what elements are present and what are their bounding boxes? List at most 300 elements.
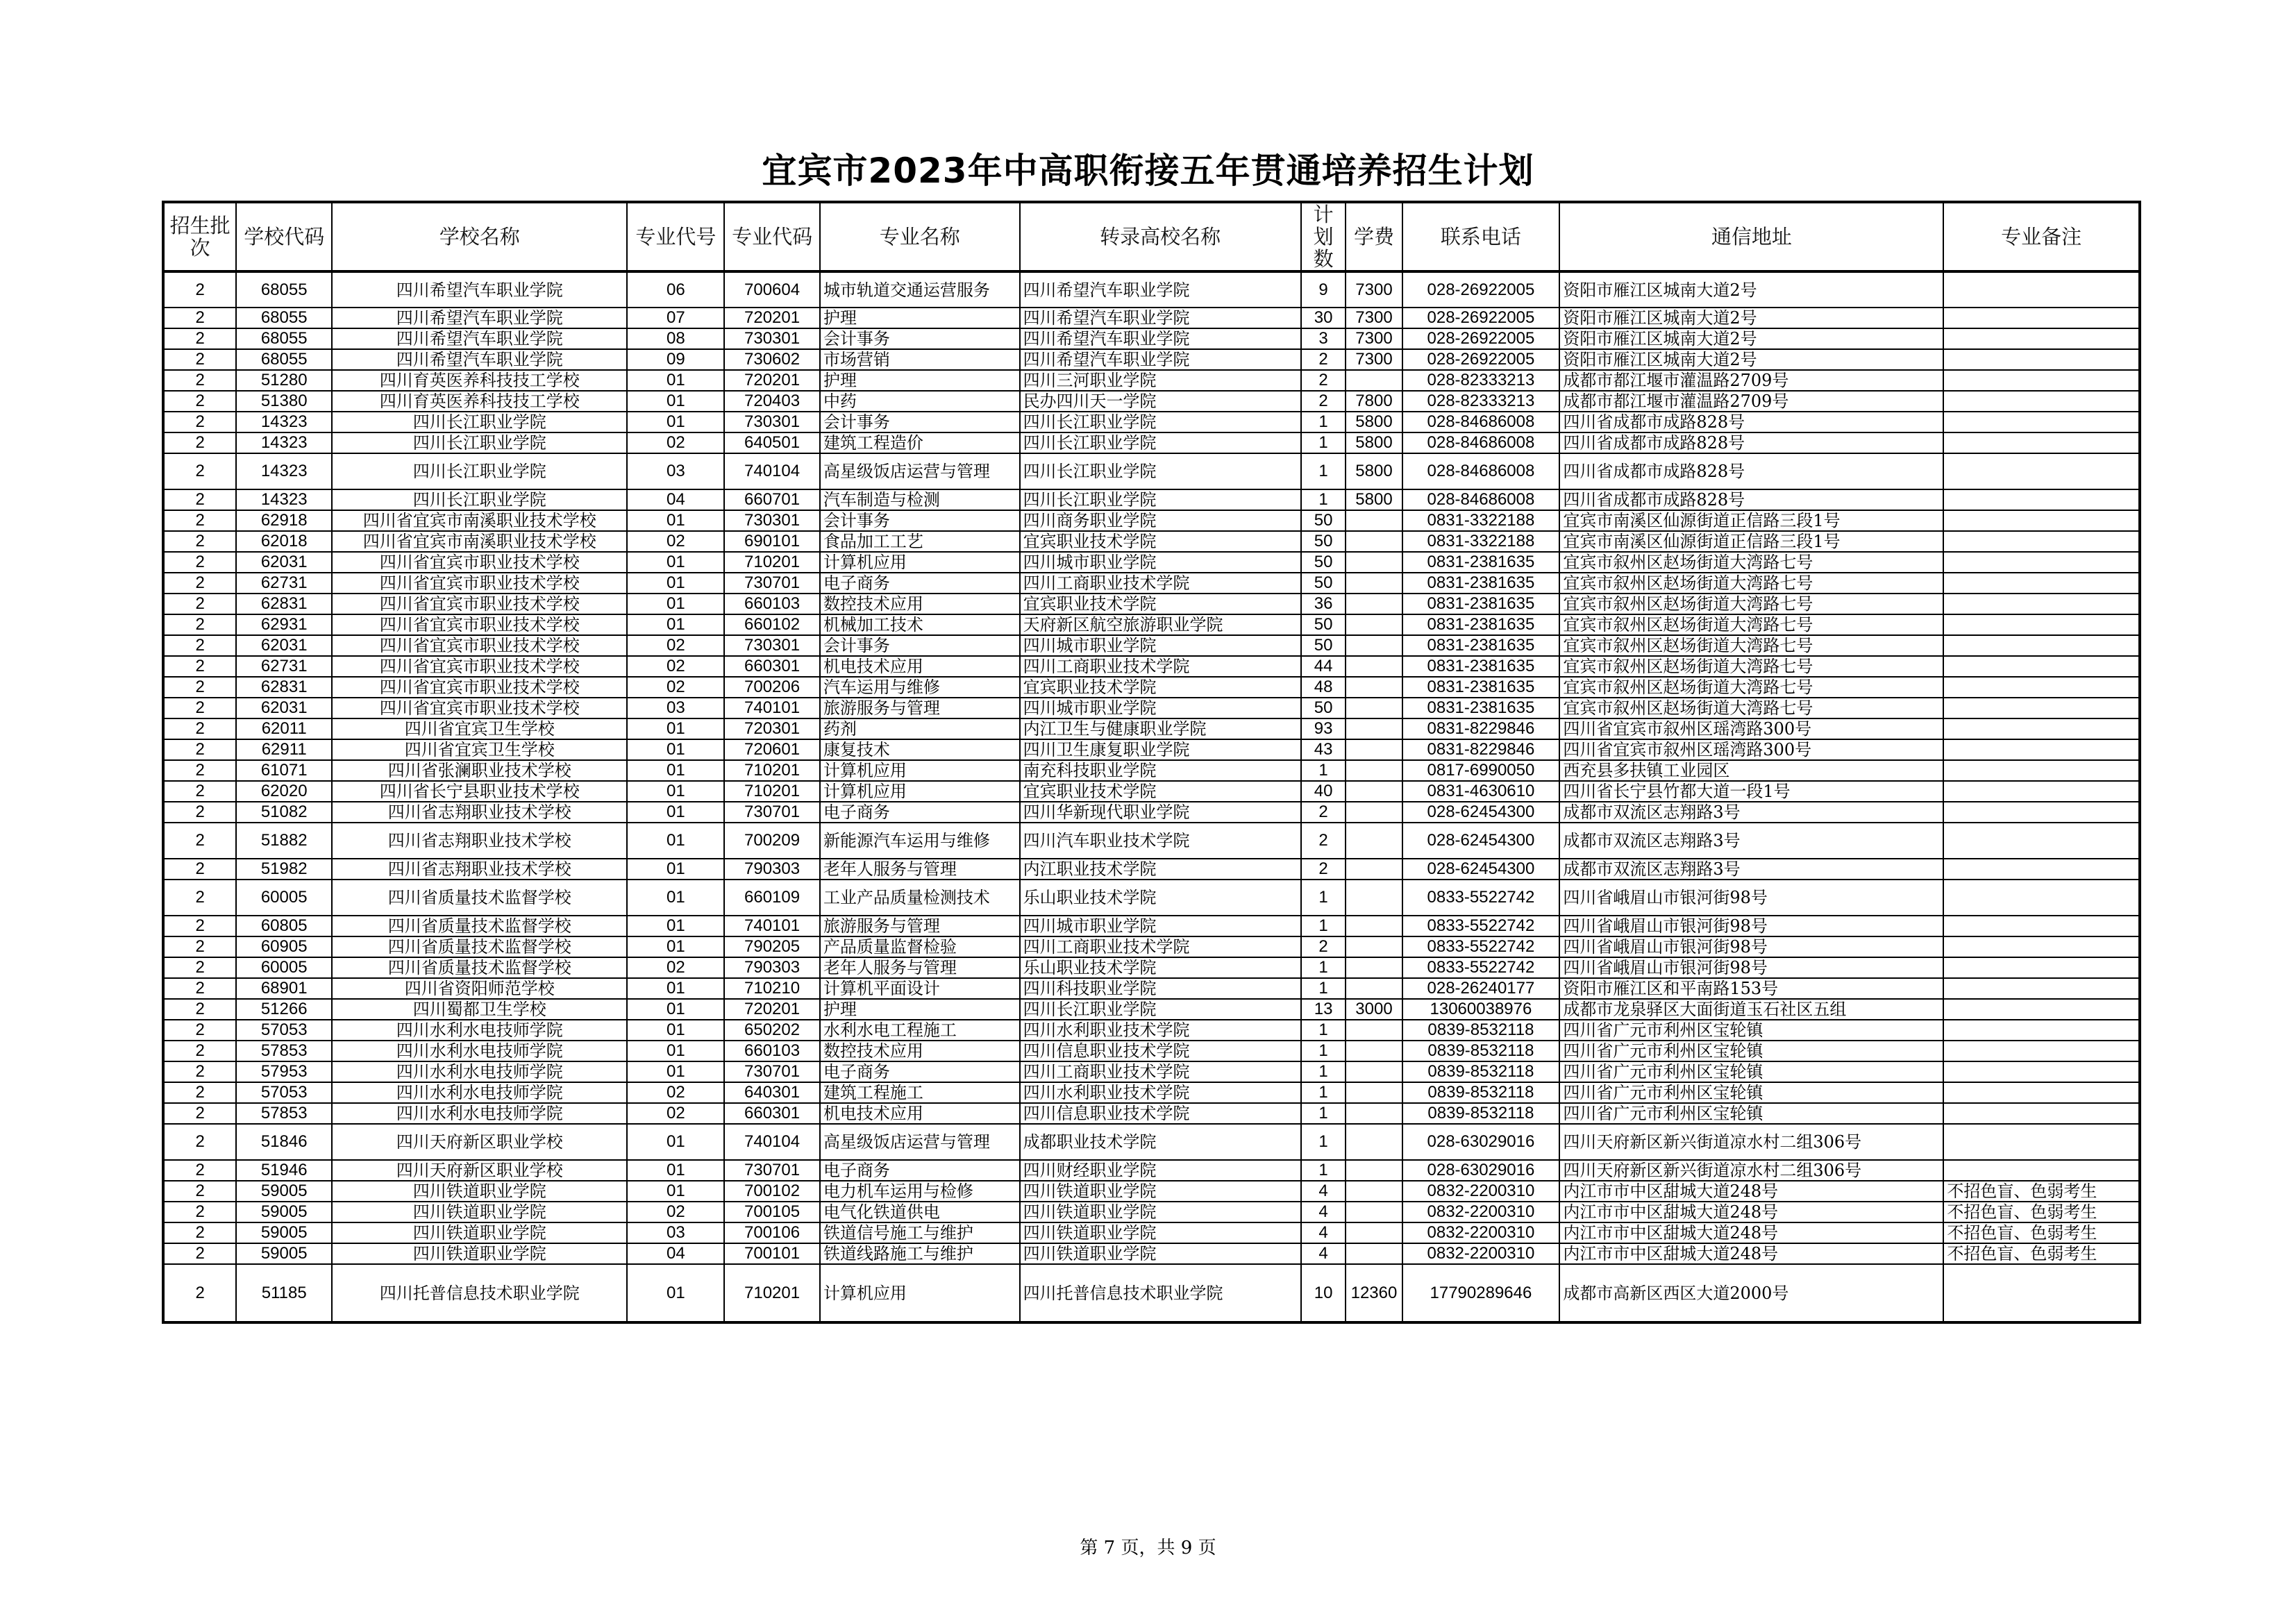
cell-batch: 2	[163, 1222, 236, 1243]
cell-school-code: 62031	[236, 635, 332, 656]
cell-school-name: 四川水利水电技师学院	[332, 1082, 627, 1103]
cell-tuition	[1346, 1181, 1402, 1202]
cell-major-code: 650202	[724, 1020, 820, 1041]
cell-school-name: 四川省宜宾市职业技术学校	[332, 573, 627, 594]
cell-batch: 2	[163, 859, 236, 880]
cell-address: 宜宾市南溪区仙源街道正信路三段1号	[1559, 531, 1943, 552]
table-row	[163, 412, 2140, 432]
cell-school-code: 14323	[236, 489, 332, 510]
cell-school-code: 62031	[236, 698, 332, 718]
cell-remark	[1943, 823, 2140, 859]
cell-major-code: 730701	[724, 573, 820, 594]
cell-tuition	[1346, 635, 1402, 656]
cell-batch: 2	[163, 453, 236, 489]
table-row	[163, 1020, 2140, 1041]
cell-transfer-college: 四川科技职业学院	[1020, 978, 1301, 999]
cell-address: 成都市都江堰市灌温路2709号	[1559, 391, 1943, 412]
cell-batch: 2	[163, 999, 236, 1020]
cell-address: 四川天府新区新兴街道凉水村二组306号	[1559, 1124, 1943, 1160]
cell-phone: 028-63029016	[1402, 1124, 1560, 1160]
cell-batch: 2	[163, 677, 236, 698]
cell-major-code: 720403	[724, 391, 820, 412]
cell-tuition	[1346, 802, 1402, 823]
cell-school-code: 59005	[236, 1181, 332, 1202]
cell-phone: 0831-4630610	[1402, 781, 1560, 802]
cell-phone: 028-84686008	[1402, 412, 1560, 432]
cell-batch: 2	[163, 412, 236, 432]
cell-address: 资阳市雁江区城南大道2号	[1559, 308, 1943, 328]
cell-major-no: 01	[627, 1160, 724, 1181]
cell-batch: 2	[163, 802, 236, 823]
cell-batch: 2	[163, 1181, 236, 1202]
cell-major-name: 电子商务	[820, 1061, 1020, 1082]
cell-school-code: 57853	[236, 1041, 332, 1061]
cell-tuition: 5800	[1346, 489, 1402, 510]
cell-plan-count: 1	[1301, 760, 1346, 781]
cell-tuition	[1346, 1202, 1402, 1222]
header-major-code: 专业代码	[724, 202, 820, 271]
cell-transfer-college: 四川华新现代职业学院	[1020, 802, 1301, 823]
table-row	[163, 1243, 2140, 1264]
cell-remark	[1943, 552, 2140, 573]
cell-batch: 2	[163, 1020, 236, 1041]
cell-address: 四川省宜宾市叙州区瑶湾路300号	[1559, 739, 1943, 760]
cell-major-no: 01	[627, 573, 724, 594]
cell-school-name: 四川省宜宾市职业技术学校	[332, 552, 627, 573]
cell-major-no: 01	[627, 1020, 724, 1041]
cell-remark	[1943, 349, 2140, 370]
cell-batch: 2	[163, 573, 236, 594]
cell-major-code: 700102	[724, 1181, 820, 1202]
cell-tuition	[1346, 531, 1402, 552]
cell-school-code: 62020	[236, 781, 332, 802]
cell-transfer-college: 四川铁道职业学院	[1020, 1202, 1301, 1222]
cell-batch: 2	[163, 1264, 236, 1322]
cell-remark	[1943, 859, 2140, 880]
cell-major-name: 铁道信号施工与维护	[820, 1222, 1020, 1243]
cell-major-no: 01	[627, 594, 724, 614]
cell-major-name: 建筑工程施工	[820, 1082, 1020, 1103]
cell-major-code: 660301	[724, 656, 820, 677]
cell-major-no: 01	[627, 781, 724, 802]
cell-school-code: 62731	[236, 656, 332, 677]
table-header-row	[163, 202, 2140, 271]
table-row	[163, 957, 2140, 978]
cell-school-code: 51266	[236, 999, 332, 1020]
header-school-code: 学校代码	[236, 202, 332, 271]
header-transfer-college: 转录高校名称	[1020, 202, 1301, 271]
table-row	[163, 271, 2140, 308]
cell-school-code: 14323	[236, 432, 332, 453]
table-row	[163, 370, 2140, 391]
cell-remark	[1943, 936, 2140, 957]
cell-school-code: 61071	[236, 760, 332, 781]
cell-school-code: 60905	[236, 936, 332, 957]
cell-major-no: 04	[627, 1243, 724, 1264]
cell-transfer-college: 四川城市职业学院	[1020, 698, 1301, 718]
cell-major-no: 02	[627, 1103, 724, 1124]
cell-address: 内江市市中区甜城大道248号	[1559, 1202, 1943, 1222]
cell-phone: 028-84686008	[1402, 489, 1560, 510]
cell-address: 成都市双流区志翔路3号	[1559, 859, 1943, 880]
cell-major-code: 720201	[724, 308, 820, 328]
cell-tuition	[1346, 1041, 1402, 1061]
cell-major-code: 740101	[724, 698, 820, 718]
cell-major-name: 会计事务	[820, 328, 1020, 349]
cell-major-code: 720201	[724, 370, 820, 391]
cell-major-code: 700101	[724, 1243, 820, 1264]
cell-major-code: 740104	[724, 1124, 820, 1160]
cell-major-name: 市场营销	[820, 349, 1020, 370]
cell-major-code: 730301	[724, 328, 820, 349]
cell-batch: 2	[163, 531, 236, 552]
cell-school-name: 四川长江职业学院	[332, 489, 627, 510]
cell-address: 宜宾市南溪区仙源街道正信路三段1号	[1559, 510, 1943, 531]
cell-major-no: 03	[627, 1222, 724, 1243]
cell-batch: 2	[163, 1103, 236, 1124]
cell-remark	[1943, 573, 2140, 594]
table-row	[163, 880, 2140, 916]
cell-plan-count: 50	[1301, 531, 1346, 552]
cell-school-name: 四川省张澜职业技术学校	[332, 760, 627, 781]
cell-major-name: 康复技术	[820, 739, 1020, 760]
cell-major-no: 01	[627, 1061, 724, 1082]
cell-plan-count: 1	[1301, 412, 1346, 432]
cell-major-code: 730301	[724, 510, 820, 531]
cell-school-name: 四川省质量技术监督学校	[332, 936, 627, 957]
cell-address: 四川省峨眉山市银河街98号	[1559, 957, 1943, 978]
cell-plan-count: 1	[1301, 489, 1346, 510]
cell-batch: 2	[163, 635, 236, 656]
cell-tuition: 3000	[1346, 999, 1402, 1020]
cell-remark	[1943, 271, 2140, 308]
table-row	[163, 635, 2140, 656]
cell-major-name: 新能源汽车运用与维修	[820, 823, 1020, 859]
cell-major-name: 工业产品质量检测技术	[820, 880, 1020, 916]
cell-batch: 2	[163, 880, 236, 916]
table-row	[163, 1181, 2140, 1202]
cell-phone: 0832-2200310	[1402, 1222, 1560, 1243]
table-body	[163, 271, 2140, 1322]
cell-tuition: 7300	[1346, 328, 1402, 349]
cell-school-code: 57053	[236, 1020, 332, 1041]
cell-address: 宜宾市叙州区赵场街道大湾路七号	[1559, 594, 1943, 614]
cell-batch: 2	[163, 349, 236, 370]
cell-phone: 0839-8532118	[1402, 1061, 1560, 1082]
table-row	[163, 432, 2140, 453]
cell-remark	[1943, 698, 2140, 718]
cell-major-no: 02	[627, 635, 724, 656]
cell-major-no: 01	[627, 552, 724, 573]
cell-major-name: 计算机应用	[820, 1264, 1020, 1322]
cell-major-name: 中药	[820, 391, 1020, 412]
cell-batch: 2	[163, 1082, 236, 1103]
cell-address: 内江市市中区甜城大道248号	[1559, 1243, 1943, 1264]
table-row	[163, 349, 2140, 370]
cell-phone: 0839-8532118	[1402, 1020, 1560, 1041]
cell-address: 宜宾市叙州区赵场街道大湾路七号	[1559, 656, 1943, 677]
cell-address: 资阳市雁江区城南大道2号	[1559, 349, 1943, 370]
cell-major-no: 02	[627, 656, 724, 677]
cell-phone: 0832-2200310	[1402, 1181, 1560, 1202]
cell-batch: 2	[163, 391, 236, 412]
cell-tuition	[1346, 916, 1402, 936]
cell-school-name: 四川希望汽车职业学院	[332, 271, 627, 308]
table-row	[163, 718, 2140, 739]
cell-remark	[1943, 391, 2140, 412]
cell-school-code: 60005	[236, 880, 332, 916]
table-row	[163, 614, 2140, 635]
cell-tuition	[1346, 957, 1402, 978]
cell-transfer-college: 四川工商职业技术学院	[1020, 656, 1301, 677]
cell-phone: 0831-2381635	[1402, 656, 1560, 677]
cell-major-name: 计算机应用	[820, 552, 1020, 573]
cell-school-code: 60005	[236, 957, 332, 978]
enrollment-plan-table	[162, 201, 2141, 1324]
cell-major-code: 710201	[724, 760, 820, 781]
cell-school-code: 59005	[236, 1202, 332, 1222]
cell-major-no: 07	[627, 308, 724, 328]
cell-plan-count: 1	[1301, 1082, 1346, 1103]
cell-plan-count: 9	[1301, 271, 1346, 308]
cell-school-code: 62011	[236, 718, 332, 739]
cell-address: 四川省广元市利州区宝轮镇	[1559, 1061, 1943, 1082]
cell-address: 内江市市中区甜城大道248号	[1559, 1181, 1943, 1202]
cell-transfer-college: 四川铁道职业学院	[1020, 1222, 1301, 1243]
cell-plan-count: 1	[1301, 1041, 1346, 1061]
table-row	[163, 916, 2140, 936]
cell-transfer-college: 宜宾职业技术学院	[1020, 781, 1301, 802]
cell-remark	[1943, 1264, 2140, 1322]
cell-transfer-college: 四川希望汽车职业学院	[1020, 349, 1301, 370]
cell-major-name: 机电技术应用	[820, 656, 1020, 677]
cell-tuition	[1346, 594, 1402, 614]
cell-tuition	[1346, 936, 1402, 957]
cell-plan-count: 4	[1301, 1181, 1346, 1202]
cell-school-code: 68055	[236, 328, 332, 349]
cell-phone: 0831-2381635	[1402, 614, 1560, 635]
cell-transfer-college: 宜宾职业技术学院	[1020, 594, 1301, 614]
table-row	[163, 802, 2140, 823]
cell-phone: 0831-2381635	[1402, 594, 1560, 614]
cell-address: 西充县多扶镇工业园区	[1559, 760, 1943, 781]
cell-batch: 2	[163, 916, 236, 936]
cell-remark	[1943, 656, 2140, 677]
cell-school-name: 四川天府新区职业学校	[332, 1160, 627, 1181]
table-row	[163, 760, 2140, 781]
cell-major-code: 730301	[724, 412, 820, 432]
cell-major-code: 740104	[724, 453, 820, 489]
cell-school-code: 62831	[236, 594, 332, 614]
cell-major-no: 01	[627, 1041, 724, 1061]
table-row	[163, 453, 2140, 489]
cell-transfer-college: 四川财经职业学院	[1020, 1160, 1301, 1181]
cell-address: 四川省广元市利州区宝轮镇	[1559, 1082, 1943, 1103]
cell-transfer-college: 四川长江职业学院	[1020, 412, 1301, 432]
cell-address: 宜宾市叙州区赵场街道大湾路七号	[1559, 698, 1943, 718]
table-row	[163, 936, 2140, 957]
cell-phone: 028-84686008	[1402, 453, 1560, 489]
cell-plan-count: 50	[1301, 698, 1346, 718]
table-row	[163, 1264, 2140, 1322]
cell-major-name: 护理	[820, 370, 1020, 391]
cell-transfer-college: 四川水利职业技术学院	[1020, 1020, 1301, 1041]
cell-transfer-college: 四川长江职业学院	[1020, 999, 1301, 1020]
cell-tuition: 7300	[1346, 271, 1402, 308]
table-row	[163, 999, 2140, 1020]
cell-major-no: 01	[627, 1264, 724, 1322]
cell-plan-count: 1	[1301, 453, 1346, 489]
cell-address: 四川省成都市成路828号	[1559, 432, 1943, 453]
cell-major-no: 01	[627, 412, 724, 432]
cell-batch: 2	[163, 489, 236, 510]
cell-major-no: 01	[627, 978, 724, 999]
cell-batch: 2	[163, 978, 236, 999]
cell-school-name: 四川省志翔职业技术学校	[332, 823, 627, 859]
cell-plan-count: 4	[1301, 1202, 1346, 1222]
cell-school-name: 四川希望汽车职业学院	[332, 349, 627, 370]
cell-major-no: 01	[627, 614, 724, 635]
cell-tuition	[1346, 614, 1402, 635]
cell-major-code: 740101	[724, 916, 820, 936]
cell-transfer-college: 四川信息职业技术学院	[1020, 1041, 1301, 1061]
cell-major-code: 720201	[724, 999, 820, 1020]
cell-remark	[1943, 635, 2140, 656]
cell-major-code: 710201	[724, 1264, 820, 1322]
cell-tuition: 5800	[1346, 453, 1402, 489]
cell-major-code: 790303	[724, 957, 820, 978]
page-footer: 第 7 页，共 9 页	[1080, 1538, 1216, 1558]
cell-batch: 2	[163, 781, 236, 802]
cell-tuition	[1346, 1160, 1402, 1181]
cell-major-code: 700106	[724, 1222, 820, 1243]
cell-major-name: 计算机应用	[820, 760, 1020, 781]
cell-school-name: 四川铁道职业学院	[332, 1181, 627, 1202]
table-row	[163, 1061, 2140, 1082]
cell-plan-count: 1	[1301, 1160, 1346, 1181]
cell-plan-count: 2	[1301, 391, 1346, 412]
cell-school-name: 四川长江职业学院	[332, 453, 627, 489]
cell-school-code: 57853	[236, 1103, 332, 1124]
cell-plan-count: 2	[1301, 802, 1346, 823]
table-row	[163, 739, 2140, 760]
cell-transfer-college: 四川卫生康复职业学院	[1020, 739, 1301, 760]
cell-batch: 2	[163, 432, 236, 453]
cell-major-code: 700604	[724, 271, 820, 308]
cell-batch: 2	[163, 1041, 236, 1061]
cell-remark	[1943, 802, 2140, 823]
table-row	[163, 531, 2140, 552]
cell-batch: 2	[163, 1160, 236, 1181]
cell-remark	[1943, 1020, 2140, 1041]
cell-phone: 028-26922005	[1402, 271, 1560, 308]
table-row	[163, 594, 2140, 614]
cell-plan-count: 10	[1301, 1264, 1346, 1322]
table-row	[163, 978, 2140, 999]
cell-major-no: 01	[627, 1124, 724, 1160]
cell-school-code: 62018	[236, 531, 332, 552]
cell-address: 宜宾市叙州区赵场街道大湾路七号	[1559, 573, 1943, 594]
cell-major-code: 710201	[724, 552, 820, 573]
cell-major-no: 04	[627, 489, 724, 510]
cell-school-name: 四川省质量技术监督学校	[332, 880, 627, 916]
cell-transfer-college: 四川城市职业学院	[1020, 552, 1301, 573]
cell-remark	[1943, 614, 2140, 635]
cell-tuition	[1346, 1020, 1402, 1041]
cell-phone: 028-62454300	[1402, 823, 1560, 859]
cell-major-name: 汽车制造与检测	[820, 489, 1020, 510]
cell-school-name: 四川省宜宾市职业技术学校	[332, 594, 627, 614]
cell-tuition	[1346, 739, 1402, 760]
cell-address: 四川省峨眉山市银河街98号	[1559, 880, 1943, 916]
cell-major-no: 02	[627, 531, 724, 552]
cell-plan-count: 36	[1301, 594, 1346, 614]
cell-school-name: 四川水利水电技师学院	[332, 1020, 627, 1041]
cell-remark	[1943, 308, 2140, 328]
cell-major-no: 01	[627, 880, 724, 916]
cell-remark	[1943, 489, 2140, 510]
cell-address: 宜宾市叙州区赵场街道大湾路七号	[1559, 552, 1943, 573]
cell-school-name: 四川省志翔职业技术学校	[332, 859, 627, 880]
cell-transfer-college: 成都职业技术学院	[1020, 1124, 1301, 1160]
cell-school-code: 51982	[236, 859, 332, 880]
cell-remark	[1943, 718, 2140, 739]
cell-transfer-college: 四川工商职业技术学院	[1020, 1061, 1301, 1082]
cell-major-no: 01	[627, 916, 724, 936]
cell-phone: 0831-8229846	[1402, 739, 1560, 760]
cell-major-name: 建筑工程造价	[820, 432, 1020, 453]
cell-major-code: 720601	[724, 739, 820, 760]
cell-major-no: 09	[627, 349, 724, 370]
cell-transfer-college: 四川信息职业技术学院	[1020, 1103, 1301, 1124]
cell-address: 资阳市雁江区城南大道2号	[1559, 328, 1943, 349]
cell-batch: 2	[163, 718, 236, 739]
cell-remark	[1943, 999, 2140, 1020]
cell-plan-count: 44	[1301, 656, 1346, 677]
cell-tuition	[1346, 552, 1402, 573]
cell-remark	[1943, 1103, 2140, 1124]
cell-school-name: 四川省宜宾市职业技术学校	[332, 614, 627, 635]
cell-remark	[1943, 594, 2140, 614]
cell-tuition: 7300	[1346, 349, 1402, 370]
cell-school-name: 四川省质量技术监督学校	[332, 957, 627, 978]
cell-phone: 0839-8532118	[1402, 1041, 1560, 1061]
cell-tuition	[1346, 718, 1402, 739]
cell-major-no: 01	[627, 739, 724, 760]
cell-tuition	[1346, 1061, 1402, 1082]
header-school-name: 学校名称	[332, 202, 627, 271]
cell-remark: 不招色盲、色弱考生	[1943, 1222, 2140, 1243]
cell-address: 四川省广元市利州区宝轮镇	[1559, 1103, 1943, 1124]
table-row	[163, 510, 2140, 531]
cell-phone: 028-63029016	[1402, 1160, 1560, 1181]
cell-major-name: 护理	[820, 308, 1020, 328]
cell-major-no: 02	[627, 432, 724, 453]
cell-major-no: 08	[627, 328, 724, 349]
table-row	[163, 1124, 2140, 1160]
page-title: 宜宾市2023年中高职衔接五年贯通培养招生计划	[762, 151, 1534, 191]
cell-batch: 2	[163, 936, 236, 957]
cell-school-code: 51380	[236, 391, 332, 412]
cell-major-code: 730701	[724, 1061, 820, 1082]
cell-school-code: 62831	[236, 677, 332, 698]
cell-transfer-college: 四川工商职业技术学院	[1020, 936, 1301, 957]
cell-batch: 2	[163, 328, 236, 349]
cell-remark: 不招色盲、色弱考生	[1943, 1181, 2140, 1202]
table-row	[163, 308, 2140, 328]
cell-major-no: 01	[627, 760, 724, 781]
cell-school-name: 四川水利水电技师学院	[332, 1061, 627, 1082]
